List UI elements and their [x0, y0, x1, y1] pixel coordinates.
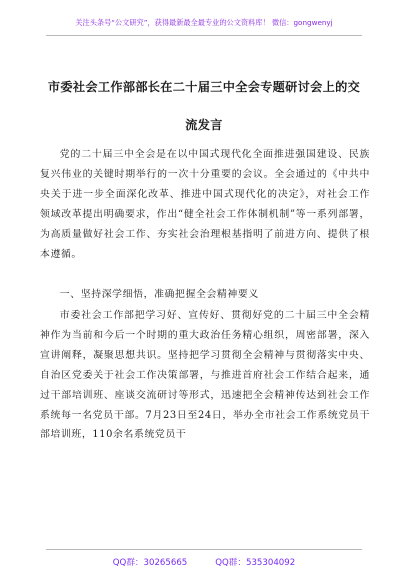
footer-qq-group-2: QQ群：535304092: [215, 558, 296, 568]
document-title-line-1: 市委社会工作部部长在二十届三中全会专题研讨会上的交: [47, 80, 361, 94]
header-divider: [46, 35, 362, 36]
footer-divider: [46, 549, 362, 550]
footer-qq-group-1: QQ群：30265665: [112, 558, 188, 568]
document-title-line-2: 流发言: [185, 118, 223, 132]
header-note: 关注头条号“公文研究”，获得最新最全最专业的公文资料库！ 微信：gongwenyj: [75, 18, 333, 27]
body-paragraph-1: 党的二十届三中全会是在以中国式现代化全面推进强国建设、民族复兴伟业的关键时期举行的一次十分重要的会议。全会通过的《中共中央关于进一步全面深化改革、推进中国式现代化的决定》，对社会工作领域改革提出明确要求，作出“健全社会工作体制机制”等一系列部署，为高质量做好社会工作、夯实社会治理根基指明了前进方向、提供了根本遵循。: [40, 149, 370, 260]
footer-contact: [0, 556, 408, 568]
body-paragraph-2: 市委社会工作部把学习好、宣传好、贯彻好党的二十届三中全会精神作为当前和今后一个时期的重大政治任务精心组织，周密部署，深入宣讲阐释，凝聚思想共识。坚持把学习贯彻全会精神与贯彻落实中央、自治区党委关于社会工作决策部署，与推进首府社会工作结合起来，通过干部培训班、座谈交流研讨等形式，迅速把全会精神传达到社会工作系统每一名党员干部。7月23日至24日，举办全市社会工作系统党员干部培训班，110余名系统党员干: [40, 310, 370, 441]
section-heading-1: 一、坚持深学细悟，准确把握全会精神要义: [59, 289, 259, 300]
